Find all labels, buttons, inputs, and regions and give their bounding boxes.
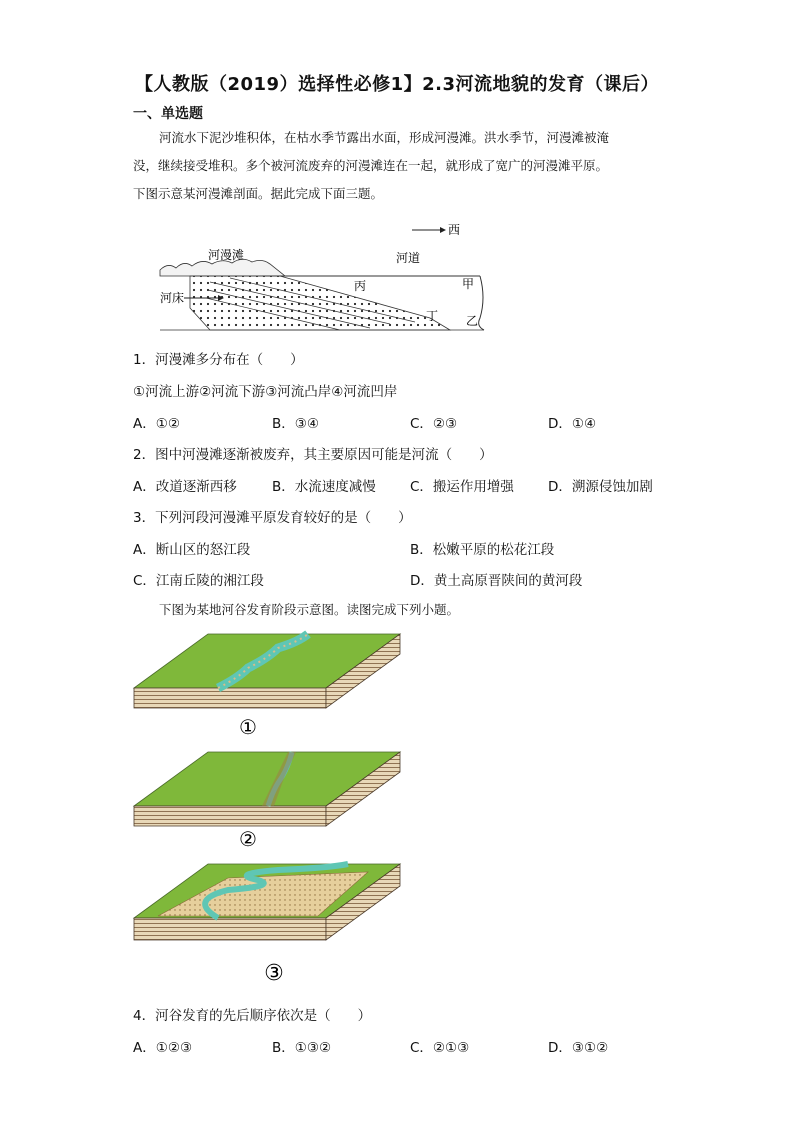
block-stage-1	[134, 634, 400, 708]
q3-option-d[interactable]: D．黄土高原晋陕间的黄河段	[410, 573, 583, 589]
section-heading: 一、单选题	[133, 106, 203, 122]
arrow-right-icon	[412, 227, 446, 233]
question-2-stem: 2．图中河漫滩逐渐被废弃，其主要原因可能是河流（ ）	[133, 447, 493, 463]
q3-option-a[interactable]: A．断山区的怒江段	[133, 542, 251, 558]
q2-option-b[interactable]: B．水流速度减慢	[272, 479, 376, 495]
stage-label-3: ③	[264, 961, 284, 986]
q4-option-a[interactable]: A．①②③	[133, 1040, 193, 1056]
question-1-items: ①河流上游②河流下游③河流凸岸④河流凹岸	[133, 384, 398, 400]
label-ding: 丁	[426, 309, 439, 323]
q4-option-c[interactable]: C．②①③	[410, 1040, 470, 1056]
q1-option-b[interactable]: B．③④	[272, 416, 319, 432]
block-stage-2	[134, 752, 400, 826]
q2-option-d[interactable]: D．溯源侵蚀加剧	[548, 479, 653, 495]
label-channel: 河道	[396, 251, 421, 265]
intro-line-1: 河流水下泥沙堆积体，在枯水季节露出水面，形成河漫滩。洪水季节，河漫滩被淹	[159, 130, 610, 145]
q1-option-d[interactable]: D．①④	[548, 416, 597, 432]
label-floodplain: 河漫滩	[208, 248, 245, 262]
label-yi: 乙	[466, 314, 479, 328]
q4-option-b[interactable]: B．①③②	[272, 1040, 332, 1056]
valley-development-figure	[128, 628, 418, 990]
intro-line-3: 下图示意某河漫滩剖面。据此完成下面三题。	[133, 186, 384, 201]
question-4-stem: 4．河谷发育的先后顺序依次是（ ）	[133, 1008, 372, 1024]
q1-option-a[interactable]: A．①②	[133, 416, 180, 432]
q2-option-c[interactable]: C．搬运作用增强	[410, 479, 514, 495]
intro-passage-1	[133, 124, 673, 208]
intro-line-2: 没，继续接受堆积。多个被河流废弃的河漫滩连在一起，就形成了宽广的河漫滩平原。	[133, 158, 609, 173]
q3-option-b[interactable]: B．松嫩平原的松花江段	[410, 542, 555, 558]
page-title: 【人教版（2019）选择性必修1】2.3河流地貌的发育（课后）	[134, 74, 659, 95]
label-jia: 甲	[462, 277, 475, 291]
intro-passage-2: 下图为某地河谷发育阶段示意图。读图完成下列小题。	[159, 602, 460, 617]
question-1-stem: 1．河漫滩多分布在（ ）	[133, 352, 304, 368]
label-west: 西	[448, 223, 461, 237]
floodplain-cross-section-figure	[150, 218, 500, 338]
stage-label-2: ②	[239, 827, 257, 851]
q3-option-c[interactable]: C．江南丘陵的湘江段	[133, 573, 264, 589]
label-bing: 丙	[354, 279, 367, 293]
label-riverbed: 河床	[160, 291, 185, 305]
q4-option-d[interactable]: D．③①②	[548, 1040, 609, 1056]
stage-label-1: ①	[239, 715, 257, 739]
river-bank	[479, 276, 484, 330]
block-stage-3	[134, 864, 400, 940]
question-3-stem: 3．下列河段河漫滩平原发育较好的是（ ）	[133, 510, 412, 526]
q2-option-a[interactable]: A．改道逐渐西移	[133, 479, 237, 495]
sediment-body	[190, 276, 450, 330]
q1-option-c[interactable]: C．②③	[410, 416, 458, 432]
